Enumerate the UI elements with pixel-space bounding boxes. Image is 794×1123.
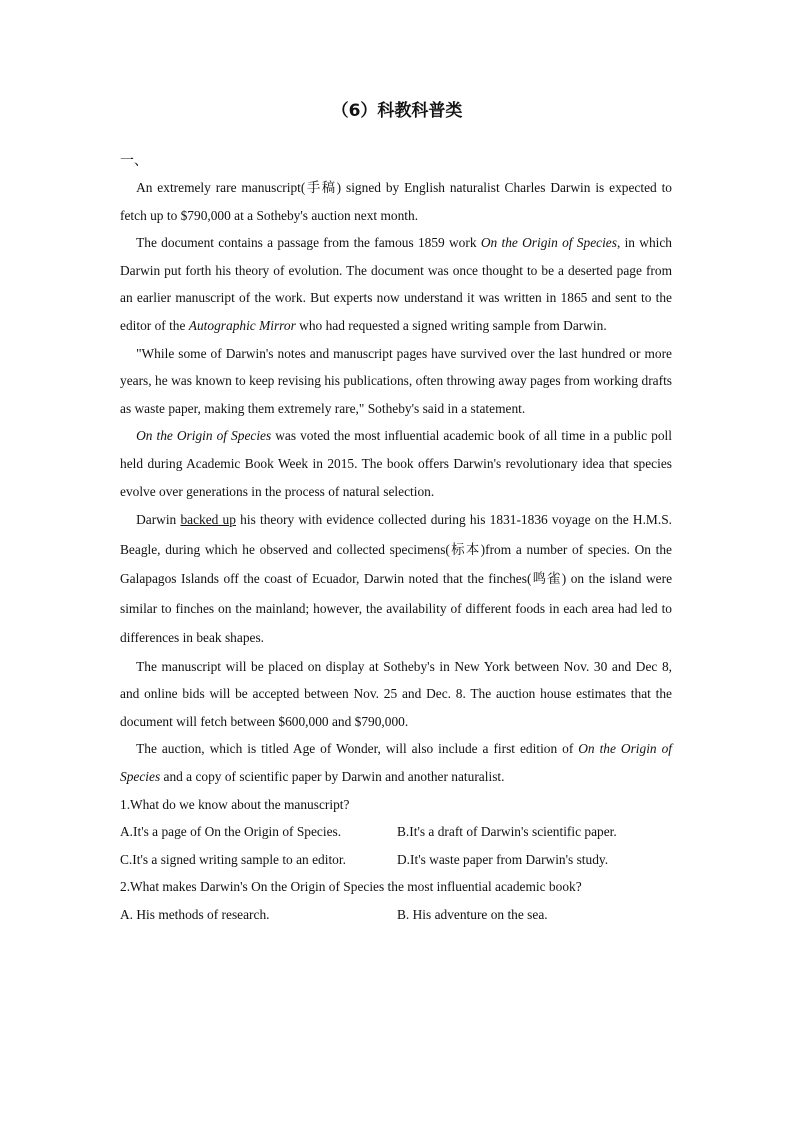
p2-text-b: , in which Darwin put forth his theory of evolution. The document was once thought to be a deserted page from an earlier manuscript of the work. But experts now understand it was written in 1865 and sent to the editor of the [120,235,672,333]
q1-option-c: C.It's a signed writing sample to an editor. [120,851,346,867]
q2-option-b: B. His adventure on the sea. [397,906,548,922]
p5-text-d: ) on the island were similar to finches on the mainland; however, the availability of different foods in each area had led to differences in beak shapes. [120,571,673,646]
p2-magazine-title: Autographic Mirror [188,317,296,333]
p2-text-a: The document contains a passage from the famous 1859 work [136,235,481,251]
paragraph-4 [120,422,672,505]
paragraph-2 [120,229,672,339]
question-2-stem: 2.What makes Darwin's On the Origin of Species the most influential academic book? [120,879,582,895]
paragraph-3: "While some of Darwin's notes and manuscript pages have survived over the last hundred or more years, he was known to keep revising his publications, often throwing away pages from working drafts as waste paper, making them extremely rare," Sotheby's said in a statement. [120,345,672,416]
p4-book-title: On the Origin of Species [136,428,272,444]
p5-text-c: )from a number of species. On the Galapagos Islands off the coast of Ecuador, Darwin noted that the finches( [120,541,672,587]
p5-gloss-1: 标本 [449,541,481,557]
paragraph-6: The manuscript will be placed on display at Sotheby's in New York between Nov. 30 and Dec 8, and online bids will be accepted between Nov. 25 and Dec. 8. The auction house estimates that the document will fetch between $600,000 and $790,000. [120,658,672,729]
paragraph-1 [120,174,672,229]
p7-text-a: The auction, which is titled Age of Wonder, will also include a first edition of [136,741,579,757]
p2-book-title: On the Origin of Species [480,235,617,251]
p1-gloss: 手稿 [305,180,337,195]
question-1-options-row-2 [120,846,672,874]
article-body [120,174,672,929]
p5-text-b: his theory with evidence collected during his 1831-1836 voyage on the H.M.S. Beagle, during which he observed and collected specimens( [120,512,672,557]
section-number: 一、 [120,154,148,169]
p4-text-a: was voted the most influential academic book of all time in a public poll held during Academic Book Week in 2015. The book offers Darwin's revolutionary idea that species evolve over generations in the process of natural selection. [120,428,672,499]
paragraph-5 [120,505,672,653]
question-1-stem: 1.What do we know about the manuscript? [120,796,350,812]
p5-text-a: Darwin [136,512,181,528]
page-title: （6）科教科普类 [331,101,463,121]
q2-option-a: A. His methods of research. [120,906,270,922]
question-2-options-row-1 [120,901,672,929]
p1-text-b: ) signed by English naturalist Charles Darwin is expected to fetch up to $790,000 at a Sotheby's auction next month. [120,180,672,223]
q1-option-d: D.It's waste paper from Darwin's study. [397,851,609,867]
p7-book-title: On the Origin of Species [120,741,672,784]
q1-option-a: A.It's a page of On the Origin of Species. [120,824,342,840]
p5-gloss-2: 鸣雀 [531,571,562,587]
paragraph-7 [120,735,672,790]
question-1-options-row-1 [120,818,672,846]
p2-text-c: who had requested a signed writing sample from Darwin. [295,317,607,333]
p7-text-b: and a copy of scientific paper by Darwin and another naturalist. [160,769,505,784]
p1-text-a: An extremely rare manuscript( [136,180,306,195]
q1-option-b: B.It's a draft of Darwin's scientific paper. [397,824,617,840]
p5-underlined-phrase: backed up [180,512,236,528]
